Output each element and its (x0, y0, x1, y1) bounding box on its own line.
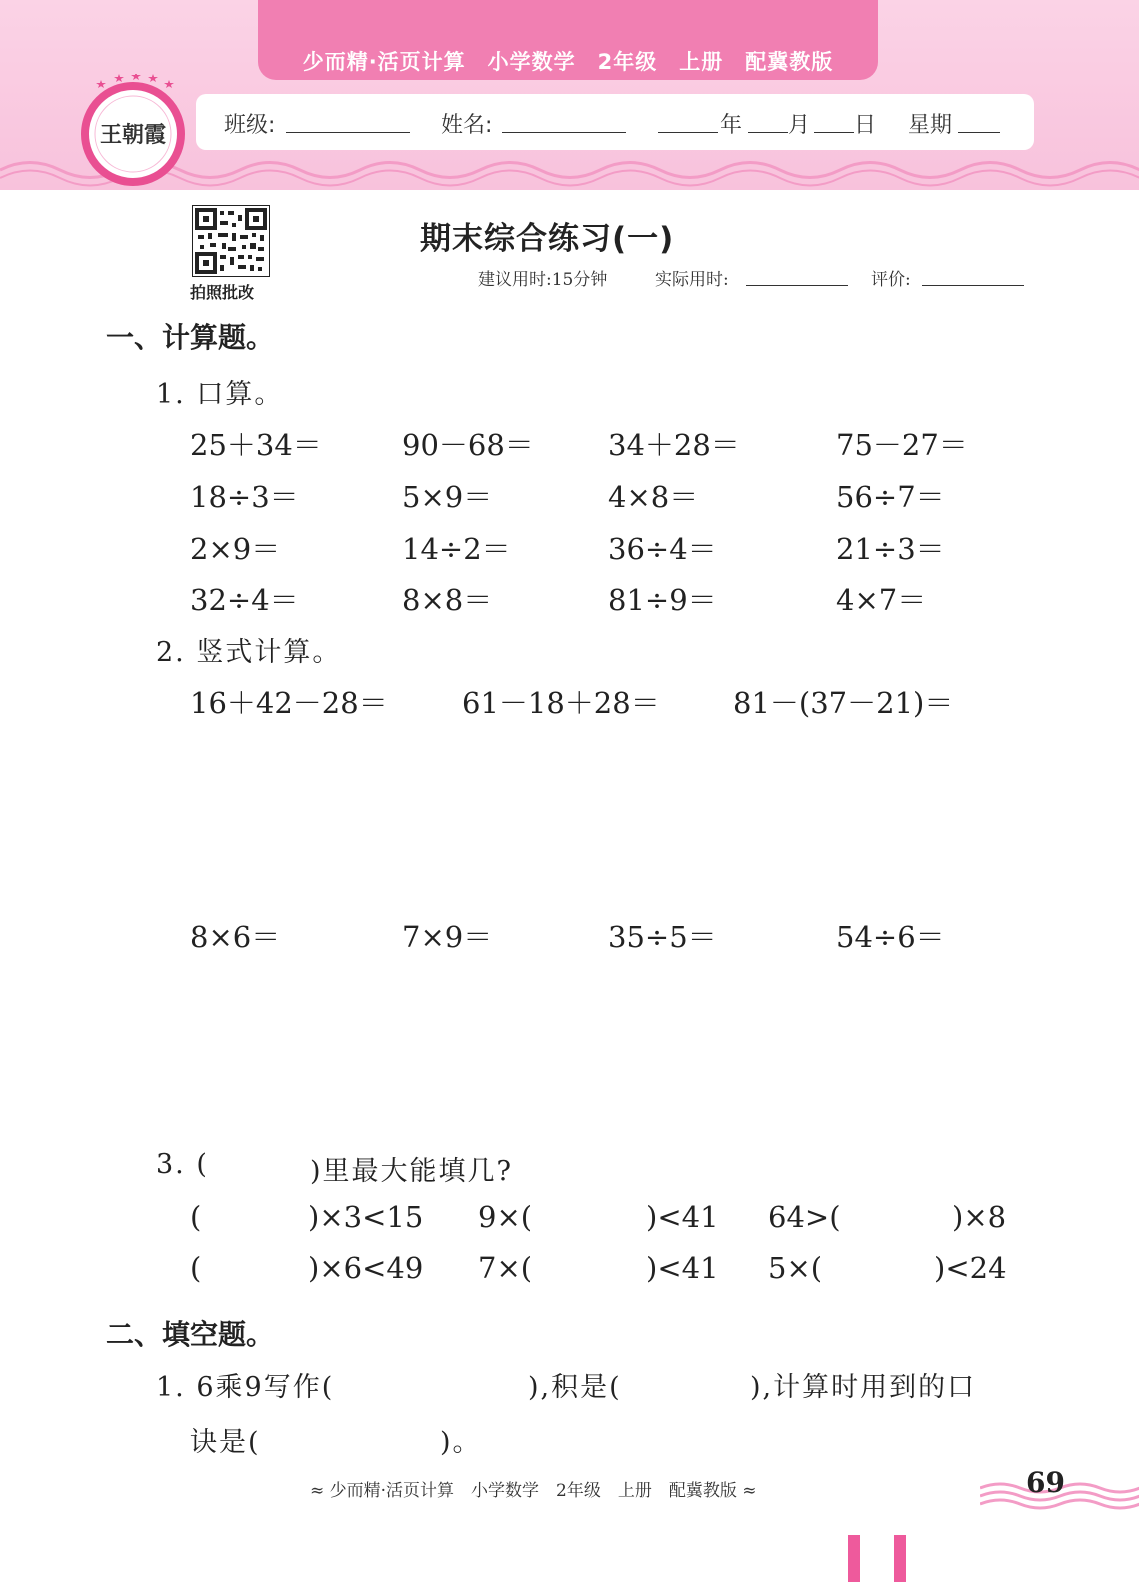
name-field[interactable] (502, 108, 626, 133)
oral-exercise: 21÷3＝ (836, 532, 945, 566)
fill-exercise-open: ( (190, 1251, 202, 1285)
fill-question-part5: )。 (440, 1427, 482, 1458)
question-vertical-calc: 2. 竖式计算。 (156, 637, 342, 668)
fill-exercise-rest: )<41 (646, 1251, 719, 1285)
fill-exercise-rest: )×8 (952, 1200, 1007, 1234)
fill-question-part2: ),积是( (528, 1372, 622, 1403)
oral-exercise: 90－68＝ (402, 428, 534, 462)
fill-exercise-open: 9×( (478, 1200, 533, 1234)
qr-label: 拍照批改 (190, 283, 255, 302)
page-number: 69 (1026, 1466, 1065, 1499)
fill-question-part1: 1. 6乘9写作( (156, 1372, 335, 1403)
fill-exercise-rest: )×6<49 (308, 1251, 424, 1285)
fill-exercise-rest: )<24 (934, 1251, 1007, 1285)
evaluation-field[interactable] (922, 265, 1024, 286)
oral-exercise: 14÷2＝ (402, 532, 511, 566)
fill-exercise-open: ( (190, 1200, 202, 1234)
vertical-exercise: 54÷6＝ (836, 920, 945, 954)
weekday-label: 星期 (908, 113, 953, 138)
vertical-exercise: 8×6＝ (190, 920, 281, 954)
oral-exercise: 2×9＝ (190, 532, 281, 566)
section-heading-calculation: 一、计算题。 (106, 321, 275, 354)
question-max-fill-rest: )里最大能填几? (310, 1156, 514, 1187)
section-heading-fill-blank: 二、填空题。 (106, 1318, 275, 1351)
oral-exercise: 5×9＝ (402, 480, 493, 514)
header-tab-text: 少而精·活页计算 小学数学 2年级 上册 配冀教版 (302, 50, 834, 74)
day-label: 日 (854, 113, 877, 138)
qr-code-icon[interactable] (192, 205, 270, 277)
vertical-exercise: 81－(37－21)＝ (733, 686, 954, 720)
fill-question-part3: ),计算时用到的口 (750, 1372, 977, 1403)
actual-time-label: 实际用时: (655, 270, 729, 290)
fill-exercise-open: 7×( (478, 1251, 533, 1285)
oral-exercise: 36÷4＝ (608, 532, 717, 566)
vertical-exercise: 16＋42－28＝ (190, 686, 388, 720)
fill-question-part4: 诀是( (190, 1427, 261, 1458)
actual-time-field[interactable] (746, 265, 848, 286)
oral-exercise: 8×8＝ (402, 583, 493, 617)
vertical-exercise: 7×9＝ (402, 920, 493, 954)
logo-text: 王朝霞 (99, 122, 166, 148)
month-label: 月 (788, 113, 811, 138)
oral-exercise: 32÷4＝ (190, 583, 299, 617)
fill-exercise-rest: )×3<15 (308, 1200, 424, 1234)
oral-exercise: 75－27＝ (836, 428, 968, 462)
page-title: 期末综合练习(一) (420, 221, 675, 257)
footer-text: ≈ 少而精·活页计算 小学数学 2年级 上册 配冀教版 ≈ (310, 1481, 757, 1501)
fill-exercise-open: 64>( (768, 1200, 841, 1234)
oral-exercise: 18÷3＝ (190, 480, 299, 514)
weekday-field[interactable] (958, 108, 1000, 133)
class-field[interactable] (286, 108, 410, 133)
question-oral-calc: 1. 口算。 (156, 379, 284, 410)
oral-exercise: 34＋28＝ (608, 428, 740, 462)
suggested-time: 建议用时:15分钟 (478, 270, 608, 290)
question-max-fill-open: 3. ( (156, 1149, 209, 1180)
day-field[interactable] (814, 108, 854, 133)
oral-exercise: 4×8＝ (608, 480, 699, 514)
bottom-tab-marker (848, 1535, 860, 1582)
oral-exercise: 4×7＝ (836, 583, 927, 617)
year-label: 年 (720, 113, 743, 138)
vertical-exercise: 35÷5＝ (608, 920, 717, 954)
oral-exercise: 25＋34＝ (190, 428, 322, 462)
vertical-exercise: 61－18＋28＝ (462, 686, 660, 720)
year-field[interactable] (658, 108, 718, 133)
evaluation-label: 评价: (871, 270, 911, 290)
bottom-tab-marker (894, 1535, 906, 1582)
oral-exercise: 81÷9＝ (608, 583, 717, 617)
name-label: 姓名: (441, 113, 493, 138)
fill-exercise-open: 5×( (768, 1251, 823, 1285)
month-field[interactable] (748, 108, 788, 133)
oral-exercise: 56÷7＝ (836, 480, 945, 514)
class-label: 班级: (224, 113, 276, 138)
publisher-logo (80, 74, 186, 188)
fill-exercise-rest: )<41 (646, 1200, 719, 1234)
student-info-bar (196, 94, 1034, 150)
